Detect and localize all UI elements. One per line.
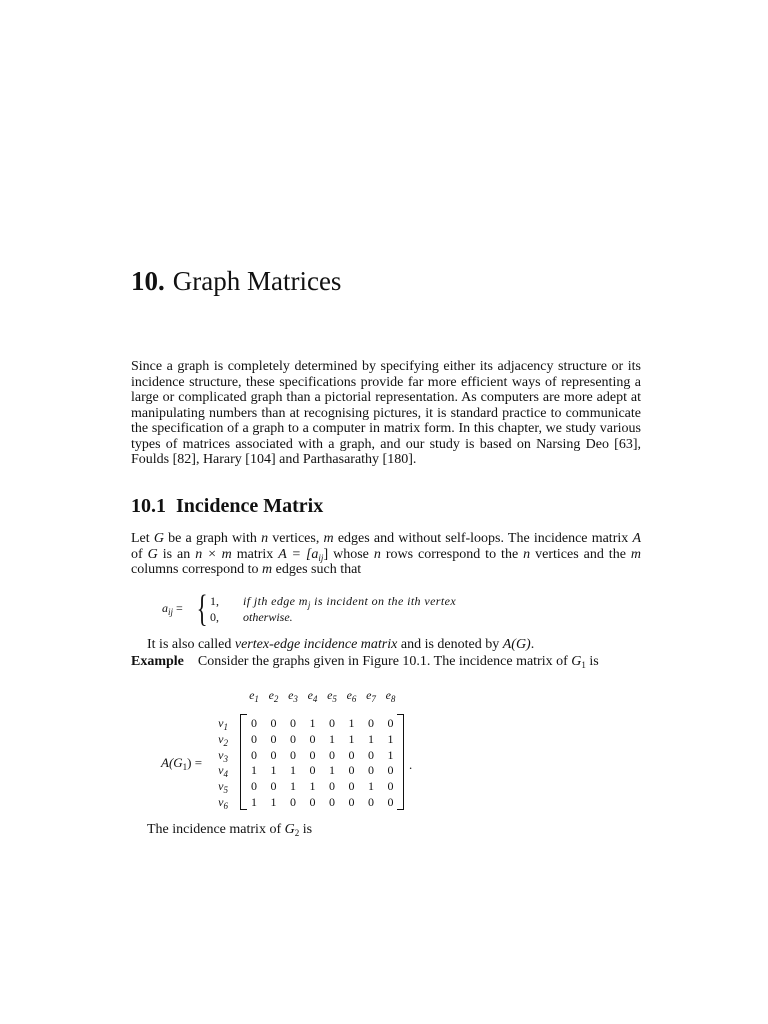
row-label: $v_3$: [218, 747, 228, 764]
left-brace: {: [196, 588, 208, 630]
column-header: $e_5$: [327, 688, 337, 704]
matrix-cell: 1: [329, 731, 335, 746]
matrix-cell: 1: [329, 763, 335, 778]
matrix-cell: 0: [251, 716, 257, 730]
case-1-value: 1,: [210, 594, 219, 608]
matrix-cell: 1: [270, 763, 277, 778]
matrix-cell: 1: [309, 716, 316, 730]
matrix-cell: 0: [348, 795, 355, 809]
matrix-cell: 1: [368, 779, 374, 794]
definition-paragraph: Let G be a graph with n vertices, m edges and without self-loops. The incidence matrix A of G is an n × m matrix $A = [a_{ij}]$ whose n rows correspond to the n vertices and the m columns correspond to m edges such that: [131, 531, 642, 577]
row-label: $v_1$: [218, 716, 228, 732]
matrix-left-bracket: [240, 714, 247, 810]
matrix-cell: 1: [368, 731, 374, 746]
section-title: [131, 495, 323, 518]
section-number: 10.1: [131, 495, 166, 517]
matrix-cell: 0: [309, 795, 316, 809]
matrix-cell: 0: [368, 763, 374, 778]
matrix-label: $A(G_1)$ =: [161, 755, 203, 772]
column-header: $e_7$: [366, 688, 376, 704]
matrix-cell: 0: [251, 779, 257, 794]
matrix-cell: 0: [270, 731, 277, 746]
matrix-cell: 0: [387, 763, 394, 778]
row-label: $v_4$: [218, 763, 228, 780]
example-label: Example: [131, 654, 184, 669]
column-header: $e_3$: [288, 688, 298, 704]
closing-paragraph: The incidence matrix of $G_2$ is: [147, 822, 313, 838]
matrix-cell: 0: [251, 747, 257, 762]
matrix-cell: 1: [387, 731, 394, 746]
matrix-cell: 0: [270, 779, 277, 794]
matrix-cell: 0: [309, 747, 316, 762]
matrix-cell: 1: [290, 763, 296, 778]
row-label: $v_6$: [218, 795, 228, 811]
matrix-cell: 0: [368, 747, 374, 762]
matrix-cell: 0: [309, 731, 316, 746]
matrix-cell: 0: [290, 731, 296, 746]
column-header: $e_4$: [307, 688, 318, 704]
matrix-cell: 0: [368, 795, 374, 809]
matrix-cell: 0: [387, 716, 394, 730]
matrix-cell: 0: [270, 716, 277, 730]
matrix-cell: 0: [368, 716, 374, 730]
chapter-name: Graph Matrices: [172, 266, 342, 296]
column-header: $e_6$: [346, 688, 357, 704]
example-paragraph: Example Consider the graphs given in Figure 10.1. The incidence matrix of $G_1$ is: [131, 654, 599, 670]
matrix-cell: 0: [348, 747, 355, 762]
matrix-cell: 0: [329, 779, 335, 794]
column-header: $e_8$: [385, 688, 396, 704]
matrix-period: .: [409, 757, 413, 772]
matrix-cell: 0: [329, 747, 335, 762]
matrix-cell: 0: [387, 795, 394, 809]
matrix-cell: 1: [251, 795, 257, 809]
piecewise-lhs: $a_{ij}$ =: [162, 601, 183, 617]
case-2-condition: otherwise.: [243, 610, 293, 624]
matrix-cell: 1: [270, 795, 277, 809]
column-header: $e_2$: [268, 688, 279, 704]
matrix-cell: 0: [270, 747, 277, 762]
chapter-number: 10.: [131, 266, 165, 296]
chapter-title: [131, 266, 341, 297]
matrix-cell: 0: [309, 763, 316, 778]
case-2-value: 0,: [210, 610, 219, 624]
row-label: $v_5$: [218, 779, 228, 796]
matrix-cell: 1: [348, 716, 355, 730]
matrix-cell: 0: [251, 731, 257, 746]
matrix-cell: 1: [387, 747, 394, 762]
matrix-right-bracket: [397, 714, 404, 810]
matrix-cell: 0: [329, 795, 335, 809]
matrix-cell: 1: [251, 763, 257, 778]
row-label: $v_2$: [218, 731, 228, 748]
matrix-cell: 0: [329, 716, 335, 730]
case-1-condition: if jth edge $m_j$ is incident on the ith vertex: [243, 594, 457, 610]
matrix-cell: 0: [290, 716, 296, 730]
matrix-cell: 1: [348, 731, 355, 746]
column-header: $e_1$: [249, 688, 259, 704]
matrix-cell: 0: [348, 763, 355, 778]
section-name: Incidence Matrix: [176, 495, 324, 517]
matrix-cell: 1: [309, 779, 316, 794]
matrix-cell: 0: [387, 779, 394, 794]
matrix-cell: 0: [348, 779, 355, 794]
intro-paragraph: Since a graph is completely determined by specifying either its adjacency structure or its incidence structure, these specifications provide far more efficient ways of representing a large or complicated graph than a pictorial representation. As computers are more adept at manipulating numbers than at recognising pictures, it is standard practice to communicate the specification of a graph to a computer in matrix form. In this chapter, we study various types of matrices associated with a graph, and our study is based on Narsing Deo [63], Foulds [82], Harary [104] and Parthasarathy [180].: [131, 359, 641, 467]
matrix-cell: 1: [290, 779, 296, 794]
also-called-paragraph: It is also called vertex-edge incidence matrix and is denoted by A(G).: [147, 637, 535, 652]
matrix-cell: 0: [290, 747, 296, 762]
matrix-cell: 0: [290, 795, 296, 809]
